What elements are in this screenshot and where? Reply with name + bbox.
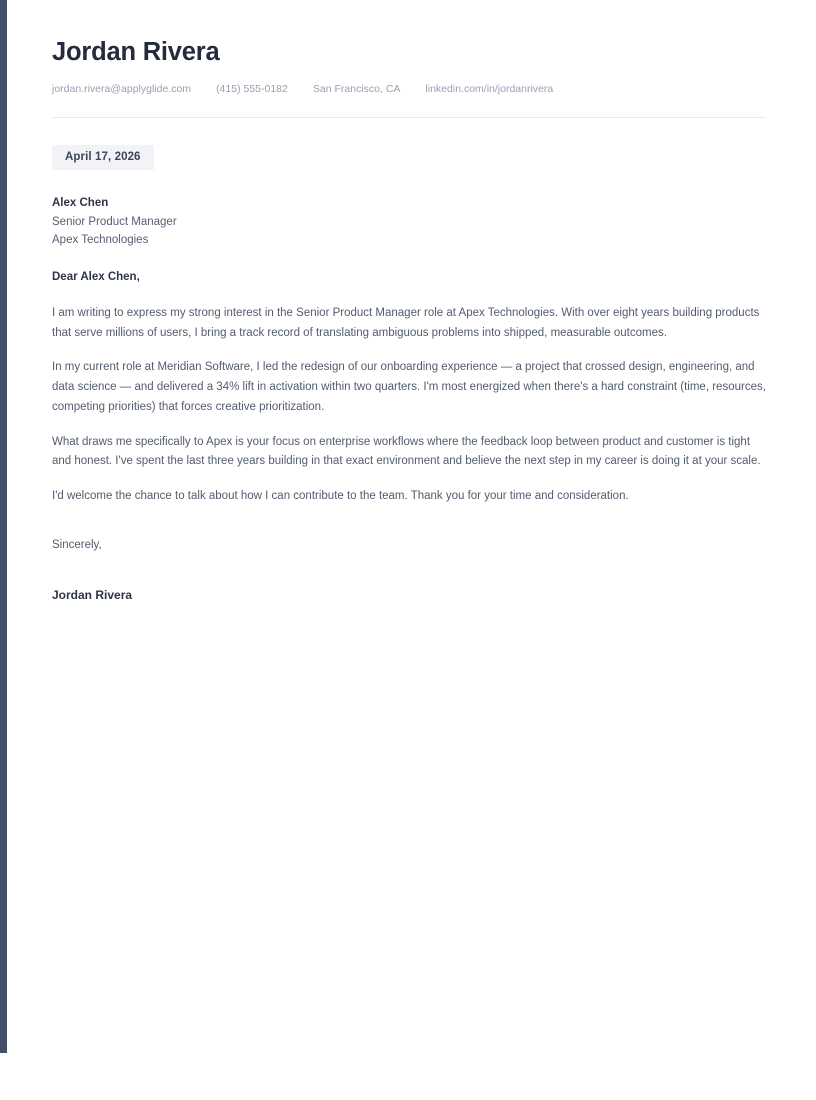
closing-line: Sincerely, — [52, 539, 102, 551]
body-paragraph: In my current role at Meridian Software, I led the redesign of our onboarding experience — a project that crossed design, engineering, and data science — and delivered a 34% lift in activation within two quarters. I'm most energized when there's a hard constraint (time, resources, competing priorities) that forces creative prioritization. — [52, 361, 766, 413]
signature-name: Jordan Rivera — [52, 588, 133, 603]
recipient-block — [52, 194, 766, 250]
contact-phone[interactable]: (415) 555-0182 — [216, 83, 288, 96]
letterhead — [52, 38, 766, 118]
letter-body — [52, 38, 766, 602]
contact-location: San Francisco, CA — [312, 83, 401, 96]
body-copy — [52, 304, 766, 507]
contact-linkedin[interactable]: linkedin.com/in/jordanrivera — [425, 83, 554, 96]
contact-row — [52, 82, 766, 97]
recipient-company: Apex Technologies — [52, 234, 149, 247]
contact-email[interactable]: jordan.rivera@applyglide.com — [52, 83, 192, 96]
page-title: Jordan Rivera — [52, 38, 220, 66]
body-paragraph: What draws me specifically to Apex is your focus on enterprise workflows where the feedback loop between product and customer is tight and honest. I've spent the last three years building in that exact environment and believe the next step in my career is doing it at your scale. — [52, 435, 761, 468]
recipient-name: Alex Chen — [52, 197, 109, 209]
date-badge: April 17, 2026 — [52, 145, 154, 170]
date-row — [52, 118, 766, 170]
body-paragraph: I'd welcome the chance to talk about how I can contribute to the team. Thank you for your time and consideration. — [52, 490, 629, 503]
body-paragraph: I am writing to express my strong interest in the Senior Product Manager role at Apex Technologies. With over eight years building products that serve millions of users, I bring a track record of translating ambiguous problems into shipped, measurable outcomes. — [52, 306, 760, 339]
salutation: Dear Alex Chen, — [52, 270, 140, 283]
recipient-title: Senior Product Manager — [52, 215, 177, 228]
